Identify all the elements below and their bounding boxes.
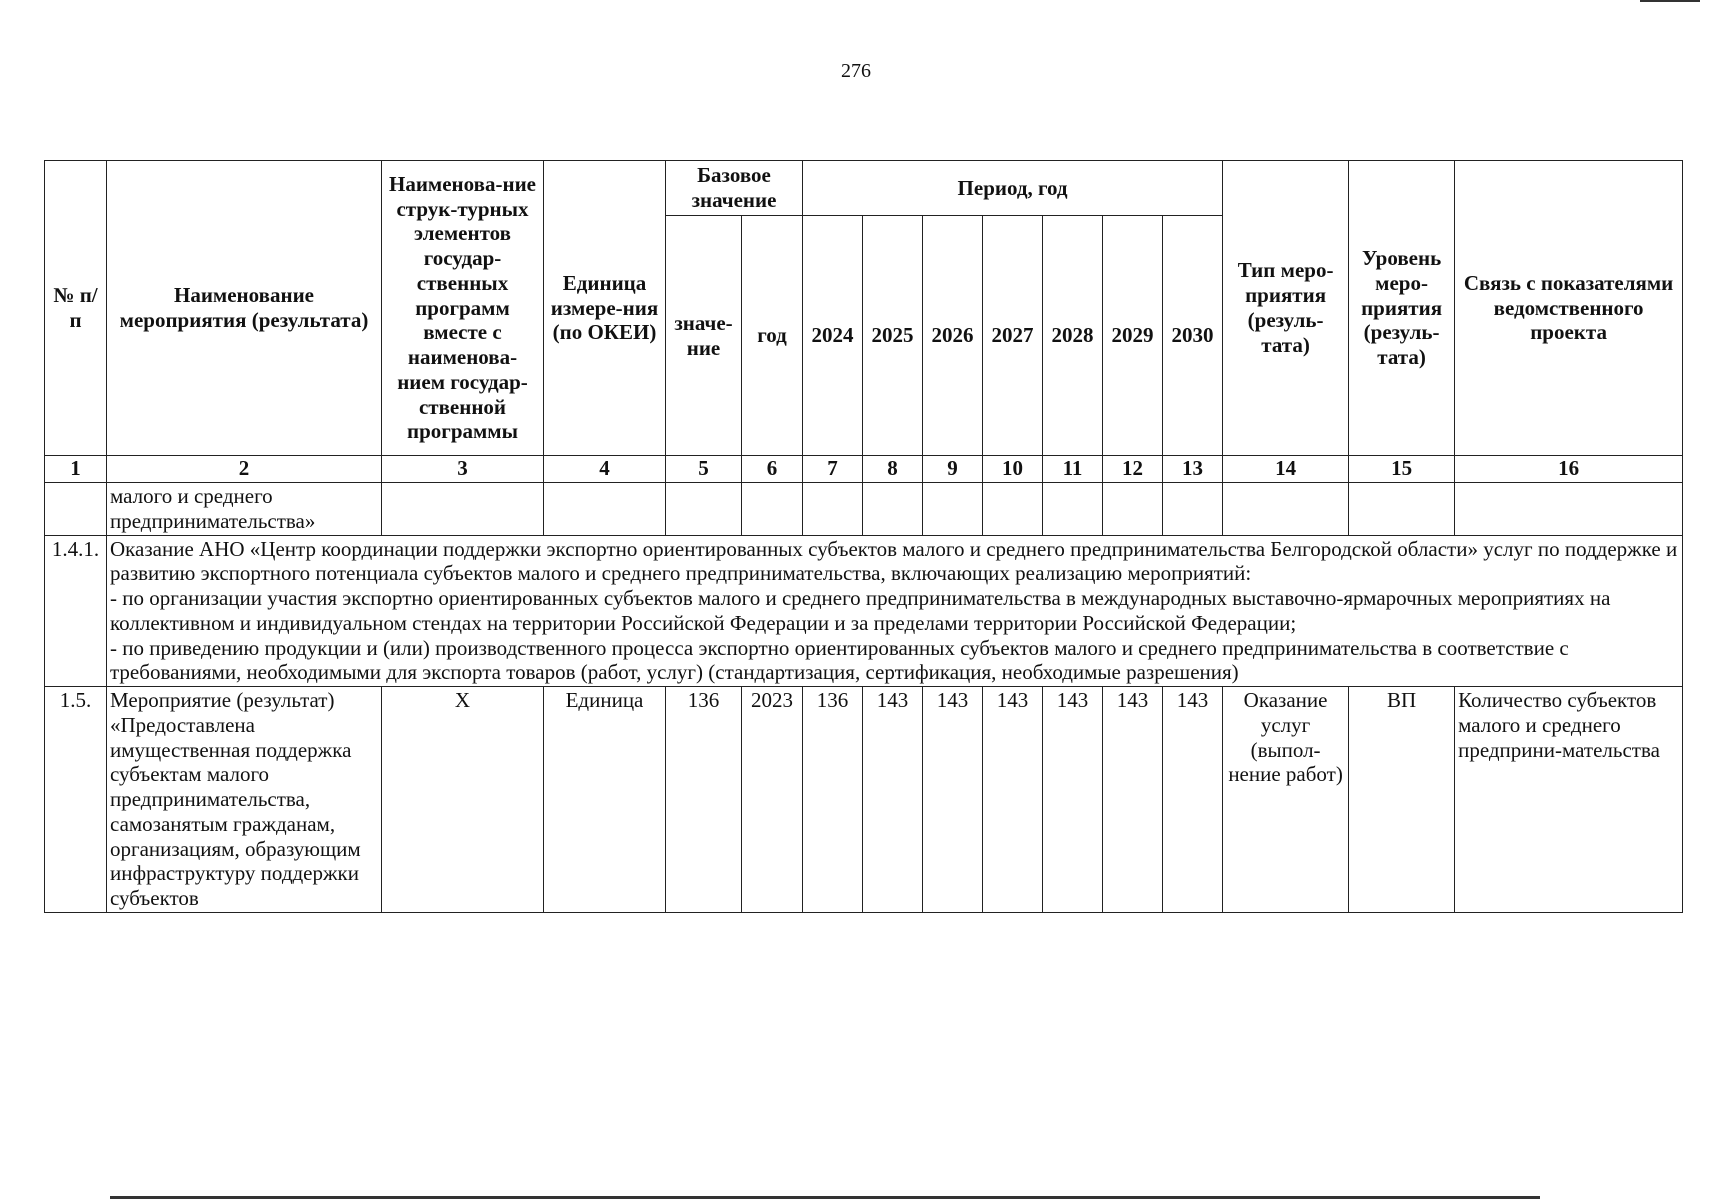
header-period-group: Период, год: [803, 161, 1223, 216]
unit-value: Единица: [544, 687, 666, 913]
base-value: 136: [666, 687, 742, 913]
value-2025: 143: [863, 687, 923, 913]
column-number: 15: [1349, 456, 1455, 483]
column-number: 13: [1163, 456, 1223, 483]
table-row-1-5: [45, 687, 1683, 913]
column-number: 7: [803, 456, 863, 483]
column-number: 14: [1223, 456, 1349, 483]
column-number: 1: [45, 456, 107, 483]
column-number: 12: [1103, 456, 1163, 483]
table-row-1-4-1: [45, 535, 1683, 687]
header-year-2029: 2029: [1103, 216, 1163, 456]
continuation-row: [45, 483, 1683, 536]
header-unit: Единица измере-ния (по ОКЕИ): [544, 161, 666, 456]
measure-name: Мероприятие (результат) «Предоставлена имущественная поддержка субъектам малого предпринимательства, самозанятым гражданам, организациям, образующим инфраструктуру поддержки субъектов: [107, 687, 382, 913]
column-number: 11: [1043, 456, 1103, 483]
value-2026: 143: [923, 687, 983, 913]
header-measure-level: Уровень меро-приятия (резуль-тата): [1349, 161, 1455, 456]
header-year-2025: 2025: [863, 216, 923, 456]
row-number: 1.5.: [45, 687, 107, 913]
column-number: 2: [107, 456, 382, 483]
header-base-value: значе-ние: [666, 216, 742, 456]
header-structural-elements: Наименова-ние струк-турных элементов государ-ственных программ вместе с наименова-нием государ-ственной программы: [382, 161, 544, 456]
column-number: 9: [923, 456, 983, 483]
description-paragraph: Оказание АНО «Центр координации поддержки экспортно ориентированных субъектов малого и среднего предпринимательства Белгородской области» услуг по поддержке и развитию экспортного потенциала субъектов малого и среднего предпринимательства, включающих реализацию мероприятий:: [110, 536, 1678, 586]
column-number-row: [45, 456, 1683, 483]
header-number: № п/п: [45, 161, 107, 456]
measures-table: [44, 160, 1683, 913]
header-project-link: Связь с показателями ведомственного проекта: [1455, 161, 1683, 456]
header-year-2030: 2030: [1163, 216, 1223, 456]
value-2029: 143: [1103, 687, 1163, 913]
column-number: 6: [742, 456, 803, 483]
header-base-year: год: [742, 216, 803, 456]
row-number: 1.4.1.: [45, 535, 107, 687]
value-2027: 143: [983, 687, 1043, 913]
column-number: 10: [983, 456, 1043, 483]
header-row-top: [45, 161, 1683, 216]
description-paragraph: - по организации участия экспортно ориентированных субъектов малого и среднего предпринимательства в международных выставочно-ярмарочных мероприятиях на коллективном и индивидуальном стендах на территории Российской Федерации и за пределами территории Российской Федерации;: [110, 586, 1611, 635]
project-link: Количество субъектов малого и среднего предприни-мательства: [1455, 687, 1683, 913]
merged-description: [107, 535, 1683, 687]
column-number: 4: [544, 456, 666, 483]
column-number: 8: [863, 456, 923, 483]
description-paragraph: - по приведению продукции и (или) производственного процесса экспортно ориентированных субъектов малого и среднего предпринимательства в соответствие с требованиями, необходимыми для экспорта товаров (работ, услуг) (стандартизация, сертификация, необходимые разрешения): [110, 635, 1569, 685]
measure-level: ВП: [1349, 687, 1455, 913]
header-measure-type: Тип меро-приятия (резуль-тата): [1223, 161, 1349, 456]
column-number: 5: [666, 456, 742, 483]
continuation-measure-name: малого и среднего предпринимательства»: [107, 483, 382, 536]
base-year: 2023: [742, 687, 803, 913]
header-year-2027: 2027: [983, 216, 1043, 456]
page-number: 276: [841, 60, 871, 82]
header-base-value-group: Базовое значение: [666, 161, 803, 216]
column-number: 16: [1455, 456, 1683, 483]
column-number: 3: [382, 456, 544, 483]
header-measure-name: Наименование мероприятия (результата): [107, 161, 382, 456]
value-2030: 143: [1163, 687, 1223, 913]
value-2028: 143: [1043, 687, 1103, 913]
structural-element: Х: [382, 687, 544, 913]
scan-artifact-line: [110, 1196, 1540, 1199]
scan-artifact-line: [1640, 0, 1700, 2]
header-year-2026: 2026: [923, 216, 983, 456]
header-year-2024: 2024: [803, 216, 863, 456]
value-2024: 136: [803, 687, 863, 913]
measure-type: Оказание услуг (выпол-нение работ): [1223, 687, 1349, 913]
header-year-2028: 2028: [1043, 216, 1103, 456]
